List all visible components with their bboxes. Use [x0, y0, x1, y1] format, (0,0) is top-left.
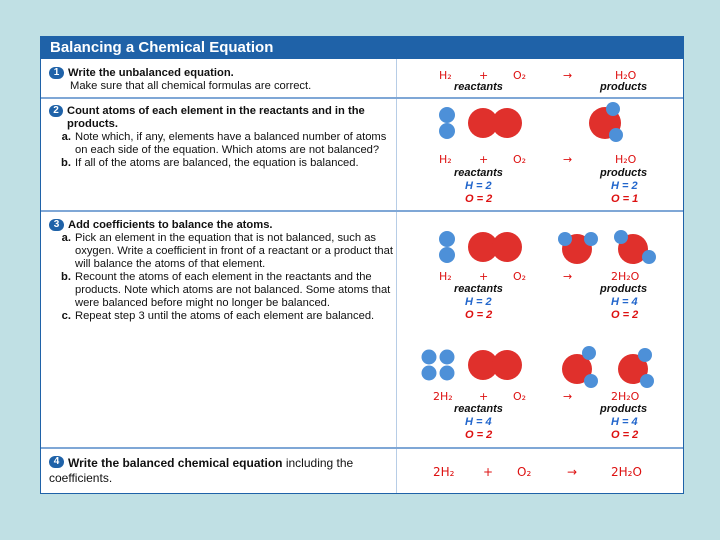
- eq-arrow: →: [563, 153, 573, 166]
- step-badge: 4: [49, 456, 64, 468]
- eq-reactant-h2: H₂: [439, 270, 452, 283]
- eq-plus: +: [479, 153, 489, 166]
- reactant-molecules: [419, 347, 549, 391]
- step-divider: [41, 447, 684, 449]
- product-h-count: H = 4: [611, 296, 638, 308]
- product-molecules: [553, 347, 683, 391]
- sub-key: c.: [61, 310, 71, 322]
- sub-text: Repeat step 3 until the atoms of each element are balanced.: [75, 310, 375, 322]
- step-heading: Write the balanced chemical equation: [68, 456, 283, 470]
- eq-reactant-o2: O₂: [513, 69, 527, 82]
- step-3-equation-2: [397, 390, 683, 404]
- eq-reactant-h2: 2H₂: [433, 465, 455, 479]
- reactant-molecules: [437, 229, 547, 269]
- sub-key: b.: [61, 157, 71, 169]
- hydrogen-atom: [584, 374, 598, 388]
- hydrogen-atom: [609, 128, 623, 142]
- step-badge: 2: [49, 105, 63, 117]
- eq-reactant-o2: O₂: [513, 390, 527, 403]
- sub-text: If all of the atoms are balanced, the equation is balanced.: [75, 157, 359, 169]
- eq-product: H₂O: [615, 69, 637, 82]
- step-heading: Write the unbalanced equation.: [68, 67, 234, 79]
- oxygen-atom: [492, 350, 522, 380]
- page-title: Balancing a Chemical Equation: [41, 37, 683, 59]
- reactant-o-count: O = 2: [465, 309, 493, 321]
- hydrogen-atom: [422, 350, 437, 365]
- eq-reactant-o2: O₂: [517, 465, 532, 479]
- product-o-count: O = 2: [611, 309, 639, 321]
- step-3-equation-1: [397, 270, 683, 284]
- reactants-label: reactants: [454, 403, 503, 415]
- products-label: products: [600, 167, 648, 179]
- product-o-count: O = 2: [611, 429, 639, 441]
- step-divider: [41, 97, 684, 99]
- oxygen-atom: [492, 232, 522, 262]
- hydrogen-atom: [439, 107, 455, 123]
- hydrogen-atom: [440, 350, 455, 365]
- hydrogen-atom: [614, 230, 628, 244]
- step-4-text: [49, 456, 395, 486]
- oxygen-atom: [492, 108, 522, 138]
- product-molecules: [553, 229, 683, 269]
- products-label: products: [600, 403, 648, 415]
- product-h-count: H = 4: [611, 416, 638, 428]
- eq-plus: +: [479, 69, 489, 82]
- hydrogen-atom: [439, 247, 455, 263]
- eq-reactant-h2: H₂: [439, 153, 452, 166]
- products-label: products: [600, 81, 648, 93]
- step-heading-rest: including the coefficients.: [49, 456, 354, 485]
- sub-text: Note which, if any, elements have a balanced number of atoms on each side of the equation. Which atoms are not balanced?: [75, 131, 387, 156]
- hydrogen-atom: [640, 374, 654, 388]
- eq-product: 2H₂O: [611, 390, 640, 403]
- product-molecule: [579, 105, 639, 145]
- hydrogen-atom: [606, 102, 620, 116]
- reactant-h-count: H = 2: [465, 296, 492, 308]
- eq-arrow: →: [563, 390, 573, 403]
- hydrogen-atom: [422, 366, 437, 381]
- step-heading: Add coefficients to balance the atoms.: [68, 219, 273, 231]
- step-heading: Count atoms of each element in the reactants and in the products.: [66, 105, 365, 130]
- step-4-equation: [397, 465, 683, 479]
- step-divider: [41, 210, 684, 212]
- step-2-equation: [397, 153, 683, 167]
- sub-key: a.: [61, 131, 71, 143]
- products-label: products: [600, 283, 648, 295]
- eq-plus: +: [479, 390, 489, 403]
- step-badge: 3: [49, 219, 64, 231]
- step-badge: 1: [49, 67, 64, 79]
- reactants-label: reactants: [454, 167, 503, 179]
- product-h-count: H = 2: [611, 180, 638, 192]
- hydrogen-atom: [582, 346, 596, 360]
- reactant-h-count: H = 2: [465, 180, 492, 192]
- hydrogen-atom: [558, 232, 572, 246]
- eq-plus: +: [479, 270, 489, 283]
- eq-reactant-h2: H₂: [439, 69, 452, 82]
- hydrogen-atom: [439, 231, 455, 247]
- reactant-o-count: O = 2: [465, 193, 493, 205]
- step-2-text: [49, 105, 395, 170]
- sub-key: b.: [61, 271, 71, 283]
- reactant-o-count: O = 2: [465, 429, 493, 441]
- eq-plus: +: [483, 465, 494, 479]
- hydrogen-atom: [440, 366, 455, 381]
- reactant-h-count: H = 4: [465, 416, 492, 428]
- sub-key: a.: [61, 232, 71, 244]
- reactants-label: reactants: [454, 283, 503, 295]
- step-3-text: [49, 219, 395, 323]
- eq-reactant-o2: O₂: [513, 270, 527, 283]
- eq-reactant-o2: O₂: [513, 153, 527, 166]
- step-1-text: [49, 67, 395, 93]
- eq-reactant-h2: 2H₂: [433, 390, 453, 403]
- product-o-count: O = 1: [611, 193, 639, 205]
- reactants-label: reactants: [454, 81, 503, 93]
- hydrogen-atom: [638, 348, 652, 362]
- sub-text: Recount the atoms of each element in the reactants and the products. Note which atoms are not balanced. Some atoms that were balanced before might no longer be balanced.: [75, 271, 391, 309]
- eq-product: H₂O: [615, 153, 637, 166]
- hydrogen-atom: [584, 232, 598, 246]
- eq-product: 2H₂O: [611, 465, 642, 479]
- eq-product: 2H₂O: [611, 270, 640, 283]
- eq-arrow: →: [563, 69, 573, 82]
- reactant-molecules: [437, 105, 547, 145]
- hydrogen-atom: [439, 123, 455, 139]
- eq-arrow: →: [563, 270, 573, 283]
- hydrogen-atom: [642, 250, 656, 264]
- step-line: Make sure that all chemical formulas are correct.: [70, 80, 312, 92]
- eq-arrow: →: [567, 465, 578, 479]
- sub-text: Pick an element in the equation that is not balanced, such as oxygen. Write a coefficient in front of a reactant or a product that will balance the atoms of that element.: [75, 232, 393, 270]
- equation-card: [40, 36, 684, 494]
